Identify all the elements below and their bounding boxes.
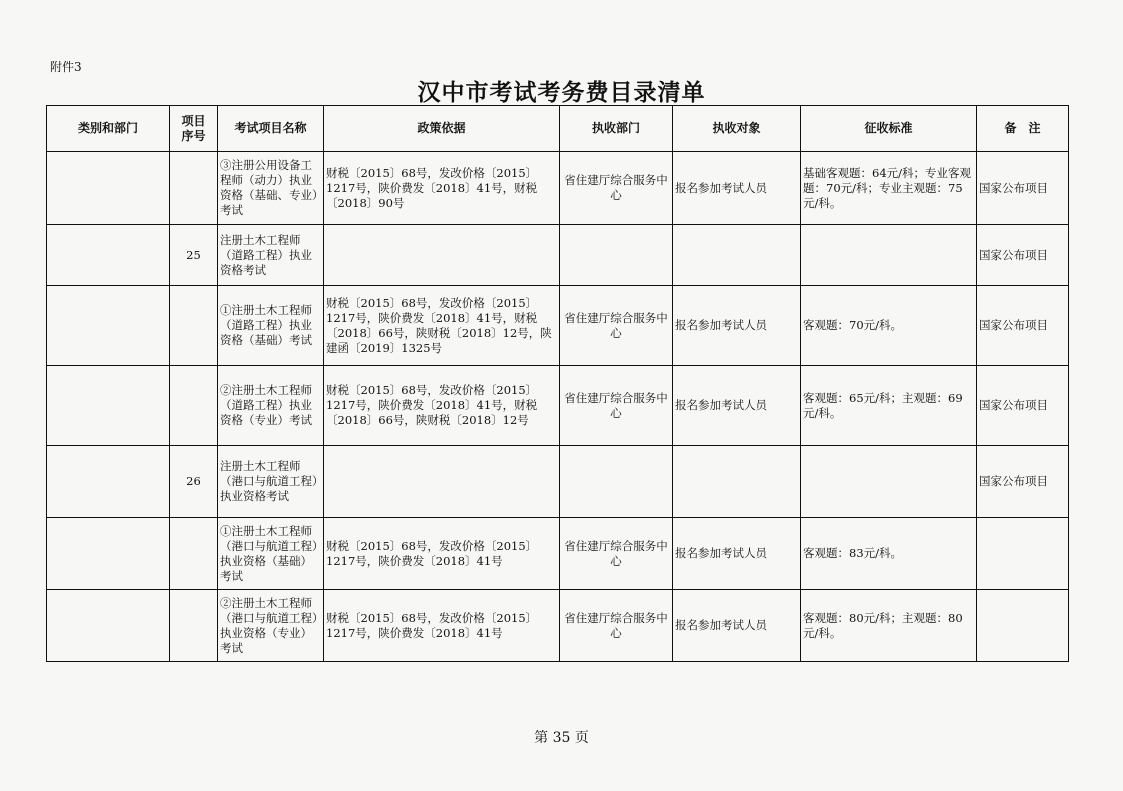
table-row bbox=[47, 446, 1069, 518]
table-row bbox=[47, 152, 1069, 225]
header-category: 类别和部门 bbox=[47, 106, 170, 152]
cell-category bbox=[47, 286, 170, 366]
cell-seq: 25 bbox=[170, 225, 218, 286]
cell-policy: 财税〔2015〕68号，发改价格〔2015〕1217号，陕价费发〔2018〕41号，财税〔2018〕66号，陕财税〔2018〕12号，陕建函〔2019〕1325号 bbox=[324, 286, 560, 366]
cell-dept: 省住建厅综合服务中心 bbox=[560, 366, 673, 446]
cell-category bbox=[47, 225, 170, 286]
header-standard: 征收标准 bbox=[801, 106, 977, 152]
cell-target: 报名参加考试人员 bbox=[673, 286, 801, 366]
cell-remark: 国家公布项目 bbox=[977, 286, 1069, 366]
header-target: 执收对象 bbox=[673, 106, 801, 152]
header-policy: 政策依据 bbox=[324, 106, 560, 152]
cell-category bbox=[47, 518, 170, 590]
cell-name: 注册土木工程师（港口与航道工程）执业资格考试 bbox=[218, 446, 324, 518]
page-number: 第 35 页 bbox=[534, 730, 589, 746]
cell-category bbox=[47, 366, 170, 446]
cell-seq bbox=[170, 590, 218, 662]
cell-category bbox=[47, 152, 170, 225]
cell-standard bbox=[801, 446, 977, 518]
table-row bbox=[47, 286, 1069, 366]
cell-target: 报名参加考试人员 bbox=[673, 518, 801, 590]
cell-target: 报名参加考试人员 bbox=[673, 590, 801, 662]
cell-remark bbox=[977, 518, 1069, 590]
cell-target bbox=[673, 446, 801, 518]
header-row bbox=[47, 106, 1069, 152]
cell-category bbox=[47, 446, 170, 518]
cell-name: 注册土木工程师（道路工程）执业资格考试 bbox=[218, 225, 324, 286]
cell-name: ②注册土木工程师（道路工程）执业资格（专业）考试 bbox=[218, 366, 324, 446]
cell-target: 报名参加考试人员 bbox=[673, 152, 801, 225]
table-row bbox=[47, 225, 1069, 286]
cell-standard: 客观题：65元/科；主观题：69元/科。 bbox=[801, 366, 977, 446]
cell-name: ①注册土木工程师（港口与航道工程）执业资格（基础）考试 bbox=[218, 518, 324, 590]
cell-policy: 财税〔2015〕68号，发改价格〔2015〕1217号，陕价费发〔2018〕41号，财税〔2018〕90号 bbox=[324, 152, 560, 225]
cell-dept bbox=[560, 225, 673, 286]
cell-name: ①注册土木工程师（道路工程）执业资格（基础）考试 bbox=[218, 286, 324, 366]
cell-standard: 客观题：80元/科；主观题：80元/科。 bbox=[801, 590, 977, 662]
document-title: 汉中市考试考务费目录清单 bbox=[417, 79, 706, 106]
cell-remark: 国家公布项目 bbox=[977, 366, 1069, 446]
cell-policy: 财税〔2015〕68号，发改价格〔2015〕1217号，陕价费发〔2018〕41号 bbox=[324, 518, 560, 590]
header-seq: 项目 序号 bbox=[170, 106, 218, 152]
header-remark: 备 注 bbox=[977, 106, 1069, 152]
cell-target: 报名参加考试人员 bbox=[673, 366, 801, 446]
cell-seq bbox=[170, 366, 218, 446]
table-row bbox=[47, 518, 1069, 590]
header-dept: 执收部门 bbox=[560, 106, 673, 152]
cell-standard: 基础客观题：64元/科；专业客观题：70元/科；专业主观题：75元/科。 bbox=[801, 152, 977, 225]
cell-policy bbox=[324, 446, 560, 518]
cell-seq bbox=[170, 518, 218, 590]
cell-remark: 国家公布项目 bbox=[977, 446, 1069, 518]
cell-dept: 省住建厅综合服务中心 bbox=[560, 152, 673, 225]
attachment-label: 附件3 bbox=[50, 60, 82, 74]
cell-standard: 客观题：83元/科。 bbox=[801, 518, 977, 590]
cell-seq bbox=[170, 152, 218, 225]
cell-target bbox=[673, 225, 801, 286]
cell-policy: 财税〔2015〕68号，发改价格〔2015〕1217号，陕价费发〔2018〕41号，财税〔2018〕66号，陕财税〔2018〕12号 bbox=[324, 366, 560, 446]
cell-seq: 26 bbox=[170, 446, 218, 518]
cell-standard: 客观题：70元/科。 bbox=[801, 286, 977, 366]
cell-seq bbox=[170, 286, 218, 366]
header-name: 考试项目名称 bbox=[218, 106, 324, 152]
cell-remark: 国家公布项目 bbox=[977, 225, 1069, 286]
fee-catalog-table bbox=[46, 105, 1069, 662]
cell-dept: 省住建厅综合服务中心 bbox=[560, 286, 673, 366]
cell-dept bbox=[560, 446, 673, 518]
cell-name: ③注册公用设备工程师（动力）执业资格（基础、专业）考试 bbox=[218, 152, 324, 225]
cell-policy bbox=[324, 225, 560, 286]
cell-dept: 省住建厅综合服务中心 bbox=[560, 590, 673, 662]
cell-remark bbox=[977, 590, 1069, 662]
cell-policy: 财税〔2015〕68号，发改价格〔2015〕1217号，陕价费发〔2018〕41号 bbox=[324, 590, 560, 662]
table-row bbox=[47, 590, 1069, 662]
table-row bbox=[47, 366, 1069, 446]
cell-category bbox=[47, 590, 170, 662]
cell-name: ②注册土木工程师（港口与航道工程）执业资格（专业）考试 bbox=[218, 590, 324, 662]
cell-standard bbox=[801, 225, 977, 286]
cell-remark: 国家公布项目 bbox=[977, 152, 1069, 225]
cell-dept: 省住建厅综合服务中心 bbox=[560, 518, 673, 590]
